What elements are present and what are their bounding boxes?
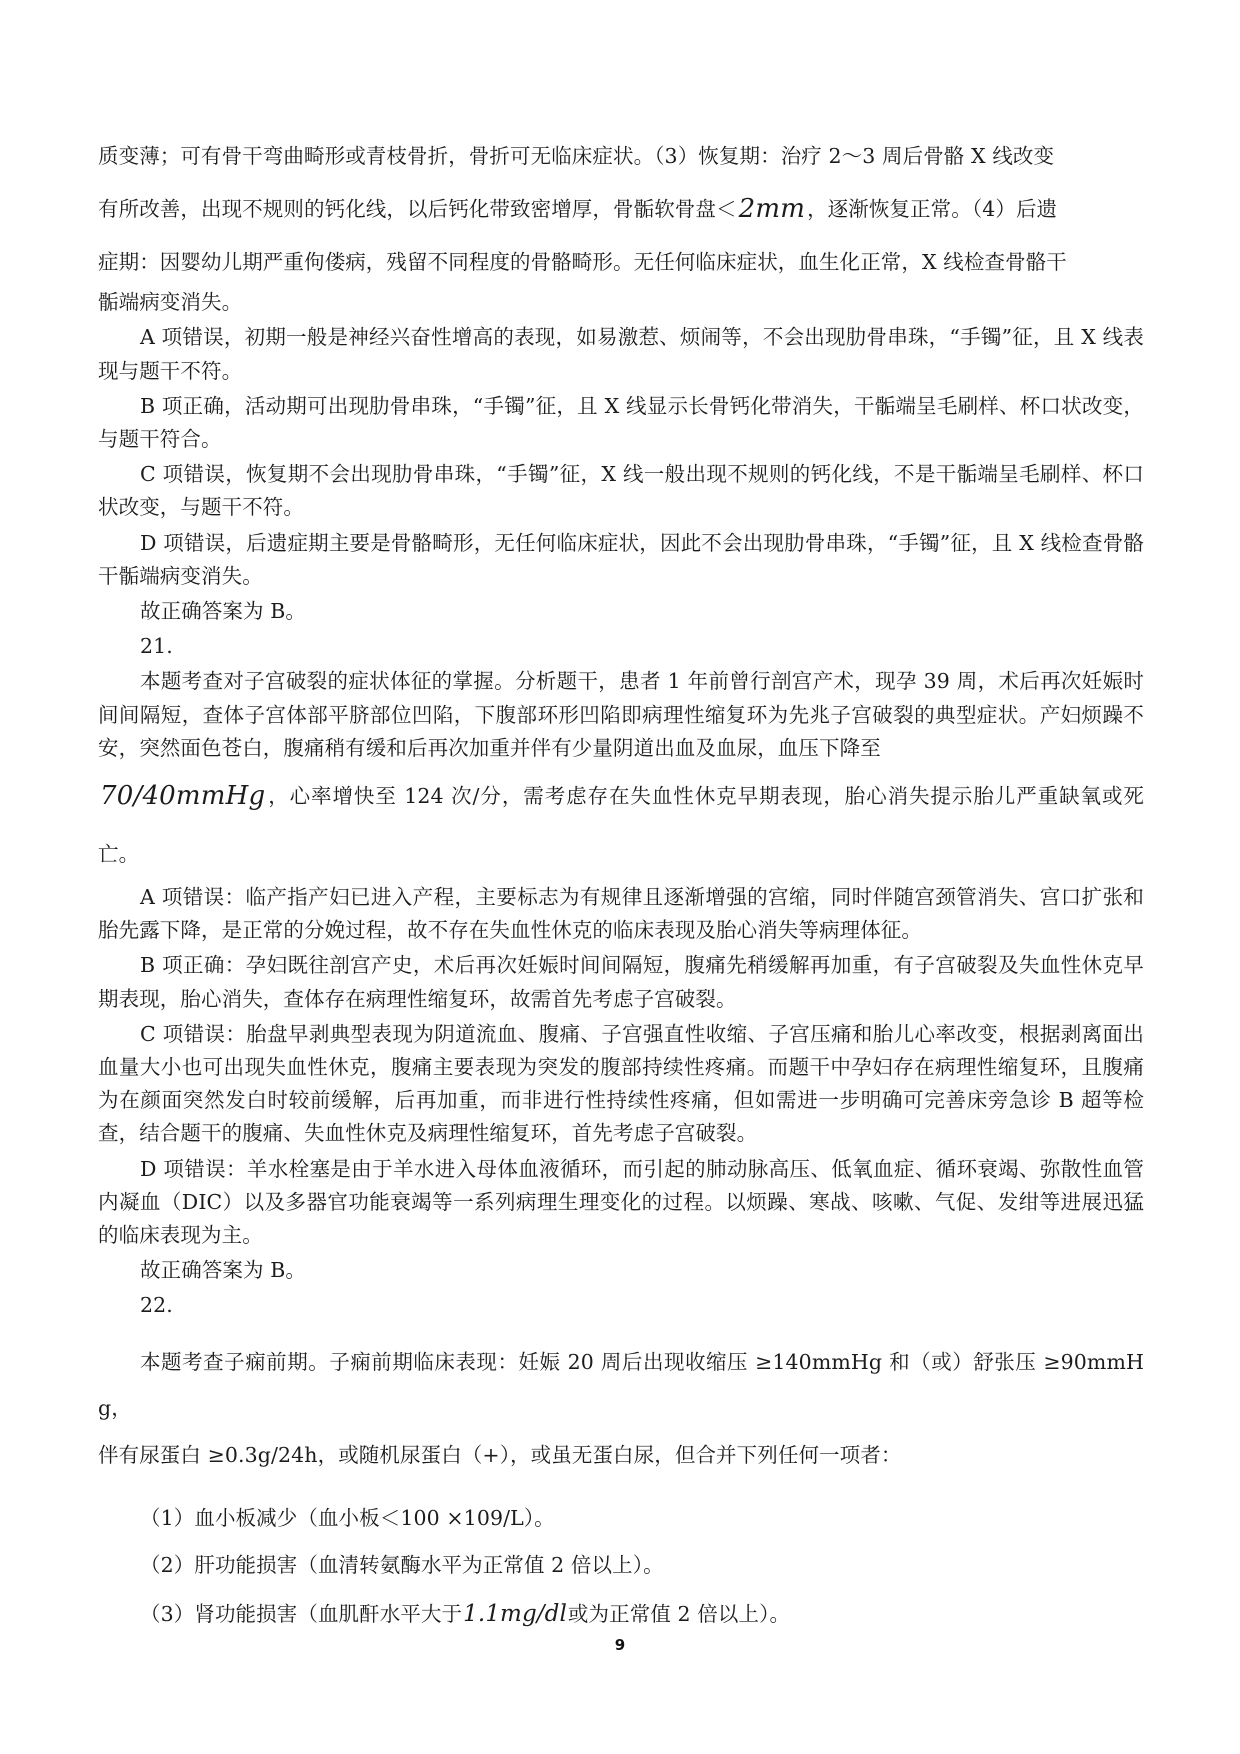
- paragraph-text: （1）血小板减少（血小板＜100 ×109/L）。: [140, 1505, 555, 1530]
- inline-math-2mm: 2mm: [738, 194, 806, 225]
- paragraph-body: [98, 140, 1144, 173]
- question-21-analysis: [98, 665, 1144, 765]
- paragraph-text: 21.: [140, 634, 173, 659]
- paragraph-text: D 项错误，后遗症期主要是骨骼畸形，无任何临床症状，因此不会出现肋骨串珠，“手镯”征，且 X 线检查骨骼干骺端病变消失。: [98, 530, 1144, 588]
- page-content: [98, 140, 1144, 1641]
- paragraph-text: B 项正确，活动期可出现肋骨串珠，“手镯”征，且 X 线显示长骨钙化带消失，干骺端呈毛刷样、杯口状改变，与题干符合。: [98, 393, 1144, 452]
- paragraph-text: D 项错误：羊水栓塞是由于羊水进入母体血液循环，而引起的肺动脉高压、低氧血症、循环衰竭、弥散性血管内凝血（DIC）以及多器官功能衰竭等一系列病理生理变化的过程。以烦躁、寒战、咳嗽、气促、发绀等进展迅猛的临床表现为主。: [98, 1156, 1144, 1247]
- option-d-explanation-21: [98, 1153, 1144, 1253]
- question-22-criteria: [98, 1432, 1144, 1479]
- paragraph-text: 故正确答案为 B。: [140, 599, 306, 624]
- paragraph-text-after: ，逐渐恢复正常。（4）后遗: [807, 197, 1058, 222]
- paragraph-text-after: 或为正常值 2 倍以上）。: [567, 1602, 791, 1627]
- paragraph-text: 骺端病变消失。: [98, 290, 243, 315]
- inline-math-creatinine: 1.1mg/dl: [463, 1601, 567, 1628]
- paragraph-text-before: （3）肾功能损害（血肌酐水平大于: [140, 1602, 463, 1627]
- paragraph-body-with-math: [98, 765, 1144, 879]
- paragraph-text: C 项错误，恢复期不会出现肋骨串珠，“手镯”征，X 线一般出现不规则的钙化线，不是干骺端呈毛刷样、杯口状改变，与题干不符。: [98, 462, 1144, 520]
- option-d-explanation: [98, 527, 1144, 593]
- answer-statement: [98, 595, 1144, 628]
- paragraph-text: 本题考查子痫前期。子痫前期临床表现：妊娠 20 周后出现收缩压 ≥140mmHg 和（或）舒张压 ≥90mmHg，: [98, 1349, 1144, 1421]
- question-number-22: [98, 1289, 1144, 1322]
- inline-math-bloodpressure: 70/40mmHg: [100, 781, 266, 812]
- option-a-explanation: [98, 321, 1144, 387]
- paragraph-text: （2）肝功能损害（血清转氨酶水平为正常值 2 倍以上）。: [140, 1552, 664, 1577]
- option-b-explanation-21: [98, 949, 1144, 1015]
- paragraph-text: 质变薄；可有骨干弯曲畸形或青枝骨折，骨折可无临床症状。（3）恢复期：治疗 2～3 周后骨骼 X 线改变: [98, 144, 1055, 168]
- criteria-item-3: [98, 1588, 1144, 1640]
- criteria-item-2: [98, 1542, 1144, 1589]
- paragraph-text: B 项正确：孕妇既往剖宫产史，术后再次妊娠时间间隔短，腹痛先稍缓解再加重，有子宫破裂及失血性休克早期表现，胎心消失，查体存在病理性缩复环，故需首先考虑子宫破裂。: [98, 953, 1144, 1011]
- paragraph-text: 本题考查对子宫破裂的症状体征的掌握。分析题干，患者 1 年前曾行剖宫产术，现孕 39 周，术后再次妊娠时间间隔短，查体子宫体部平脐部位凹陷，下腹部环形凹陷即病理性缩复环为先兆子宫破裂的典型症状。产妇烦躁不安，突然面色苍白，腹痛稍有缓和后再次加重并伴有少量阴道出血及血尿，血压下降至: [98, 669, 1144, 760]
- paragraph-text: A 项错误，初期一般是神经兴奋性增高的表现，如易激惹、烦闹等，不会出现肋骨串珠，“手镯”征，且 X 线表现与题干不符。: [98, 325, 1144, 383]
- answer-statement-21: [98, 1254, 1144, 1287]
- option-c-explanation: [98, 458, 1144, 524]
- page-number: 9: [614, 1636, 626, 1654]
- paragraph-body: [98, 286, 1144, 319]
- paragraph-text-before: 有所改善，出现不规则的钙化线，以后钙化带致密增厚，骨骺软骨盘＜: [98, 197, 737, 222]
- paragraph-text-after: ，心率增快至 124 次/分，需考虑存在失血性休克早期表现，胎心消失提示胎儿严重缺氧或死亡。: [98, 784, 1144, 866]
- paragraph-text: A 项错误：临产指产妇已进入产程，主要标志为有规律且逐渐增强的宫缩，同时伴随宫颈管消失、宫口扩张和胎先露下降，是正常的分娩过程，故不存在失血性休克的临床表现及胎心消失等病理体征。: [98, 884, 1144, 943]
- question-22-analysis: [98, 1339, 1144, 1432]
- paragraph-text: 22.: [140, 1293, 173, 1318]
- question-number-21: [98, 630, 1144, 663]
- criteria-item-1: [98, 1495, 1144, 1542]
- paragraph-text: 伴有尿蛋白 ≥0.3g/24h，或随机尿蛋白（+），或虽无蛋白尿，但合并下列任何一项者：: [98, 1443, 902, 1468]
- option-c-explanation-21: [98, 1018, 1144, 1151]
- option-b-explanation: [98, 390, 1144, 456]
- paragraph-text: 症期：因婴幼儿期严重佝偻病，残留不同程度的骨骼畸形。无任何临床症状，血生化正常，X 线检查骨骼干: [98, 250, 1067, 275]
- paragraph-body-with-math: [98, 180, 1144, 286]
- paragraph-text: C 项错误：胎盘早剥典型表现为阴道流血、腹痛、子宫强直性收缩、子宫压痛和胎儿心率改变，根据剥离面出血量大小也可出现失血性休克，腹痛主要表现为突发的腹部持续性疼痛。而题干中孕妇存在病理性缩复环，且腹痛为在颜面突然发白时较前缓解，后再加重，而非进行性持续性疼痛，但如需进一步明确可完善床旁急诊 B 超等检查，结合题干的腹痛、失血性休克及病理性缩复环，首先考虑子宫破裂。: [98, 1021, 1144, 1146]
- paragraph-text: 故正确答案为 B。: [140, 1258, 306, 1283]
- option-a-explanation-21: [98, 881, 1144, 947]
